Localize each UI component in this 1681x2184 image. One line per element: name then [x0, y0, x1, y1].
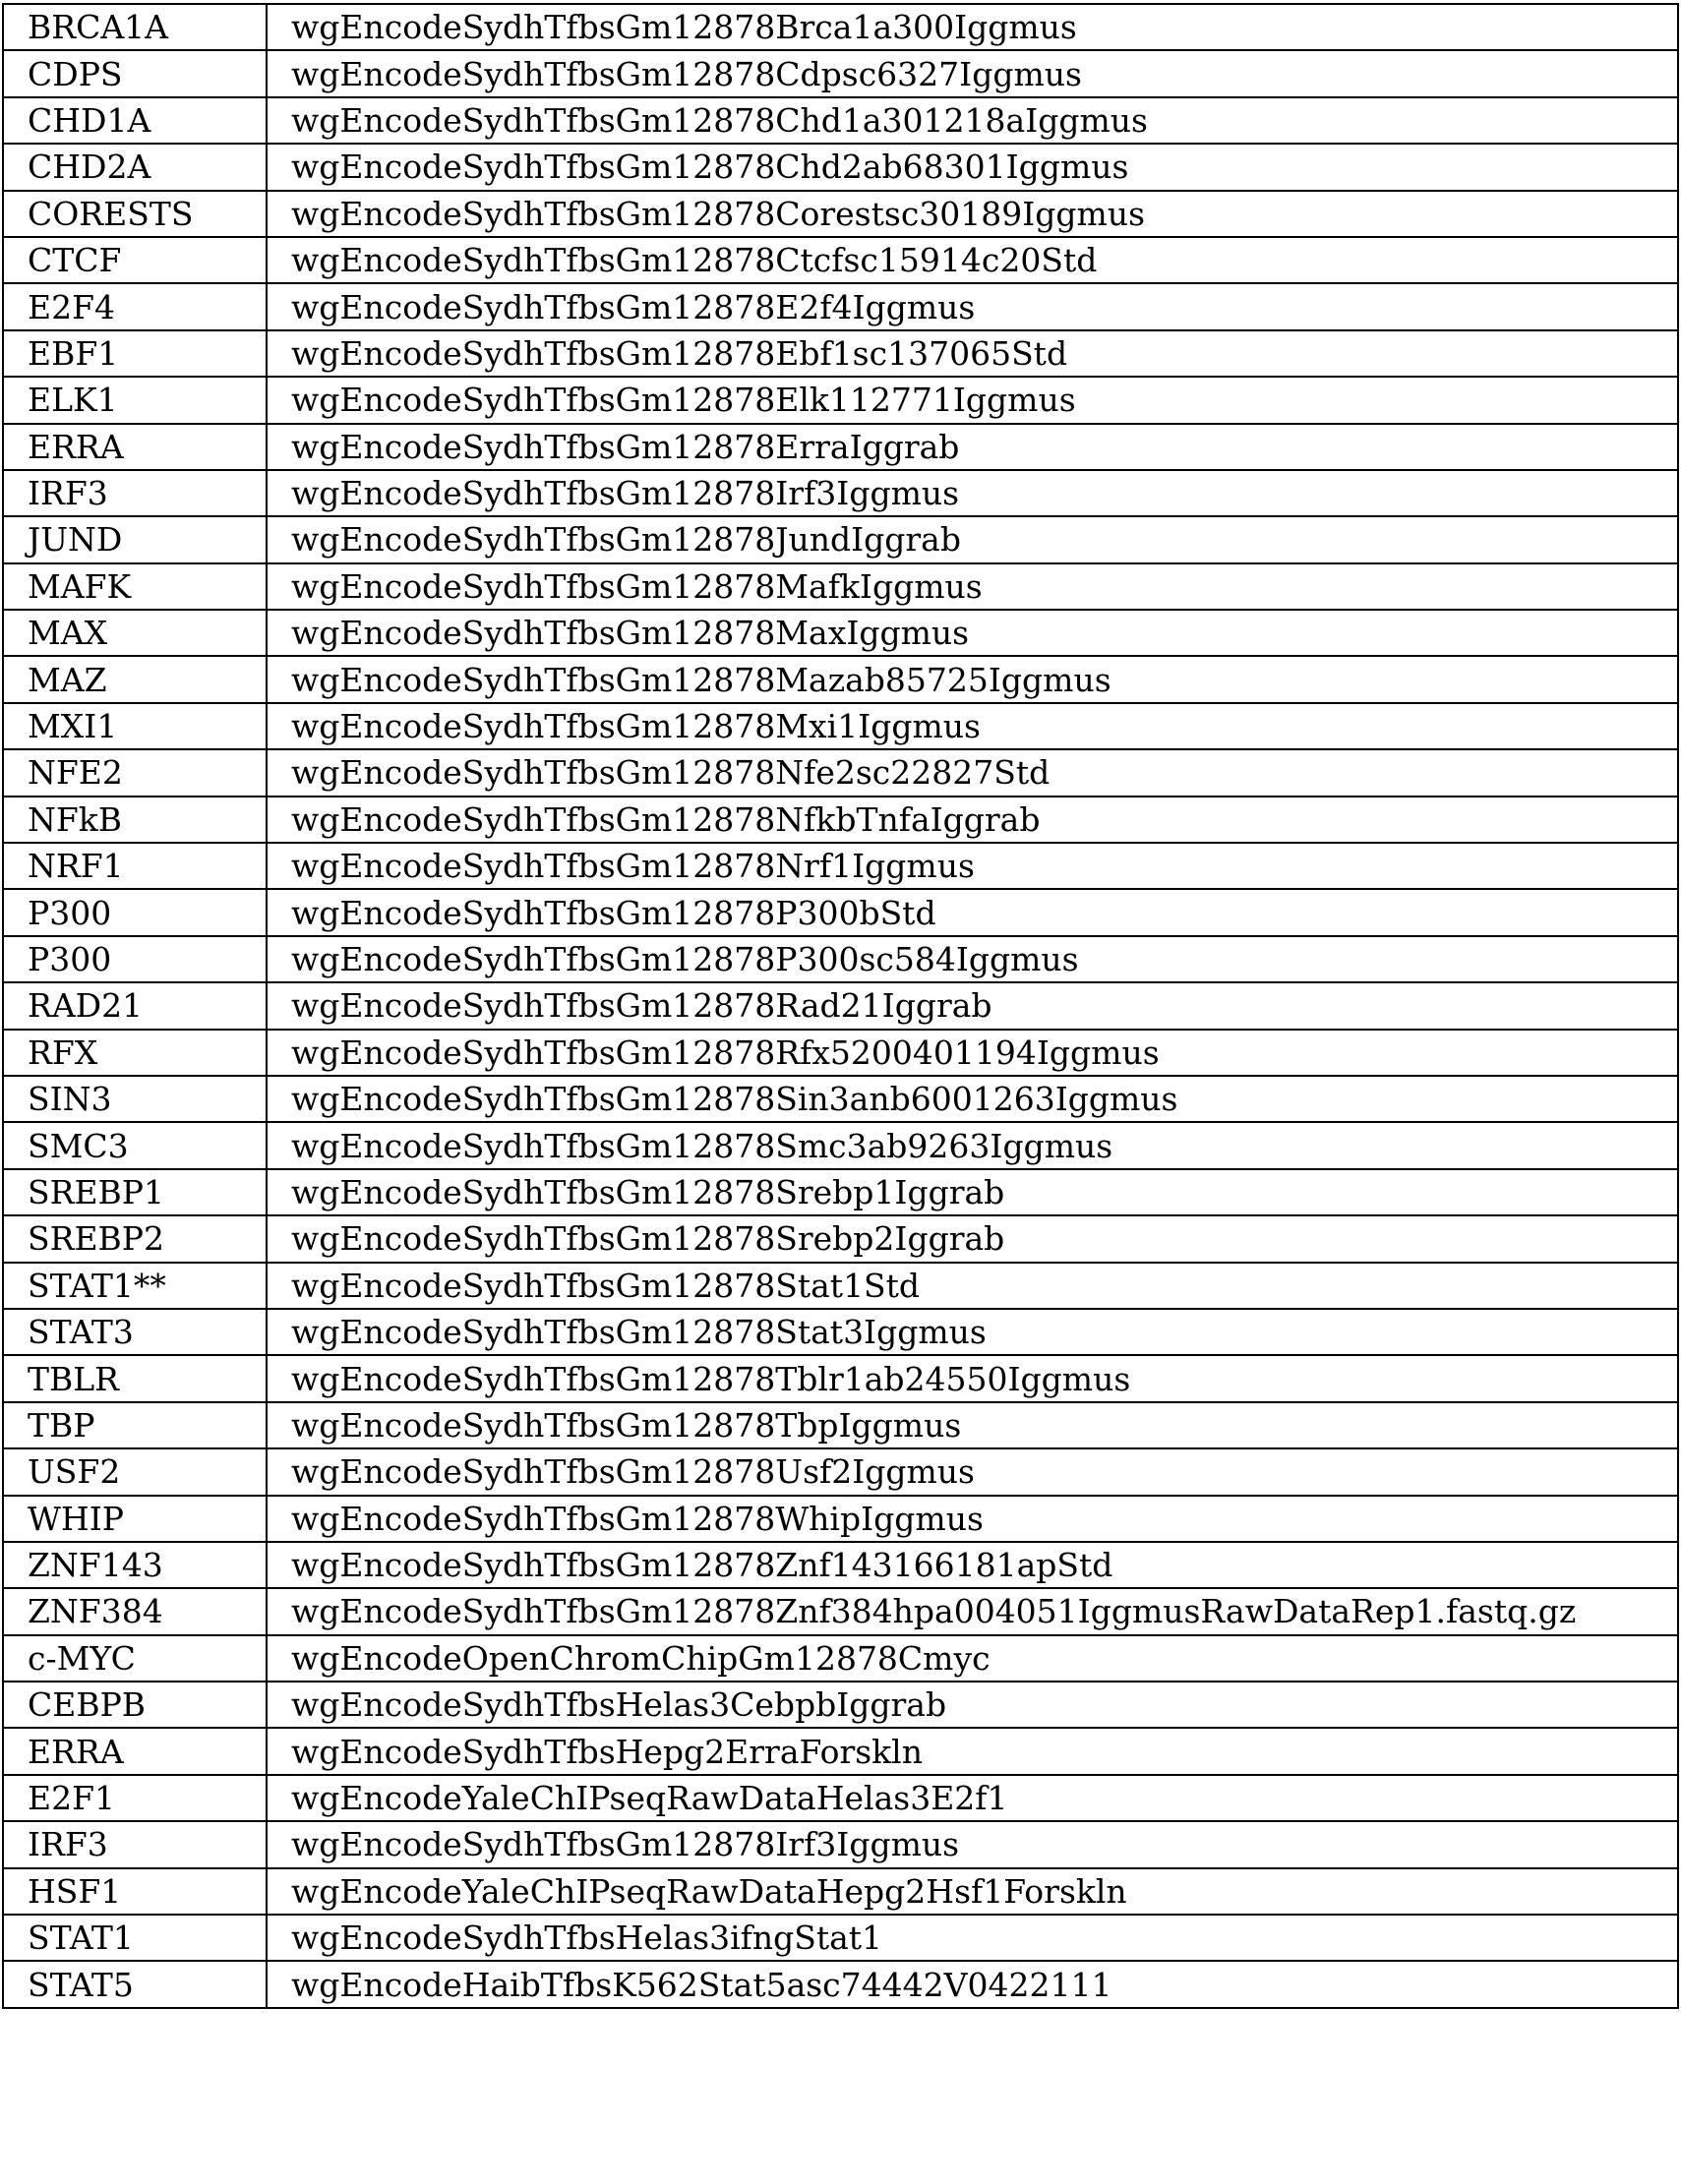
factor-cell: E2F1 — [3, 1775, 267, 1821]
dataset-cell: wgEncodeSydhTfbsGm12878Irf3Iggmus — [267, 470, 1678, 516]
table-row — [3, 703, 1678, 749]
dataset-cell: wgEncodeSydhTfbsGm12878Tblr1ab24550Iggmus — [267, 1355, 1678, 1401]
factor-cell: CDPS — [3, 50, 267, 96]
dataset-cell: wgEncodeSydhTfbsGm12878TbpIggmus — [267, 1402, 1678, 1448]
factor-cell: CORESTS — [3, 191, 267, 237]
dataset-cell: wgEncodeSydhTfbsGm12878Znf143166181apStd — [267, 1542, 1678, 1588]
table-row — [3, 191, 1678, 237]
factor-cell: ZNF384 — [3, 1588, 267, 1634]
dataset-cell: wgEncodeSydhTfbsGm12878P300sc584Iggmus — [267, 936, 1678, 982]
factor-cell: STAT3 — [3, 1309, 267, 1355]
table-row — [3, 50, 1678, 96]
table-row — [3, 749, 1678, 796]
table-row — [3, 283, 1678, 329]
dataset-cell: wgEncodeHaibTfbsK562Stat5asc74442V0422111 — [267, 1961, 1678, 2007]
dataset-cell: wgEncodeSydhTfbsGm12878Rfx5200401194Iggmus — [267, 1030, 1678, 1076]
table-row — [3, 1169, 1678, 1215]
table-body — [3, 4, 1678, 2008]
dataset-cell: wgEncodeSydhTfbsGm12878Rad21Iggrab — [267, 982, 1678, 1029]
factor-cell: NFkB — [3, 797, 267, 843]
dataset-cell: wgEncodeSydhTfbsGm12878Sin3anb6001263Iggmus — [267, 1076, 1678, 1122]
factor-cell: P300 — [3, 889, 267, 935]
factor-cell: P300 — [3, 936, 267, 982]
table-row — [3, 1496, 1678, 1542]
factor-cell: STAT1** — [3, 1263, 267, 1309]
dataset-cell: wgEncodeSydhTfbsGm12878Brca1a300Iggmus — [267, 4, 1678, 50]
factor-cell: IRF3 — [3, 470, 267, 516]
dataset-cell: wgEncodeSydhTfbsGm12878Cdpsc6327Iggmus — [267, 50, 1678, 96]
dataset-cell: wgEncodeSydhTfbsGm12878Mxi1Iggmus — [267, 703, 1678, 749]
factor-cell: WHIP — [3, 1496, 267, 1542]
dataset-cell: wgEncodeSydhTfbsHelas3ifngStat1 — [267, 1915, 1678, 1961]
dataset-cell: wgEncodeSydhTfbsGm12878Usf2Iggmus — [267, 1448, 1678, 1495]
table-row — [3, 424, 1678, 470]
factor-cell: HSF1 — [3, 1868, 267, 1915]
table-row — [3, 1961, 1678, 2007]
table-row — [3, 97, 1678, 144]
table-row — [3, 982, 1678, 1029]
table-row — [3, 563, 1678, 610]
dataset-cell: wgEncodeSydhTfbsGm12878Mazab85725Iggmus — [267, 656, 1678, 702]
factor-cell: SMC3 — [3, 1122, 267, 1168]
dataset-cell: wgEncodeSydhTfbsGm12878ErraIggrab — [267, 424, 1678, 470]
table-row — [3, 1355, 1678, 1401]
table-row — [3, 1542, 1678, 1588]
table-row — [3, 4, 1678, 50]
factor-cell: MAFK — [3, 563, 267, 610]
dataset-cell: wgEncodeSydhTfbsGm12878Nfe2sc22827Std — [267, 749, 1678, 796]
factor-cell: ERRA — [3, 424, 267, 470]
table-row — [3, 656, 1678, 702]
factor-cell: CHD1A — [3, 97, 267, 144]
table-row — [3, 936, 1678, 982]
dataset-cell: wgEncodeSydhTfbsGm12878Elk112771Iggmus — [267, 377, 1678, 423]
dataset-cell: wgEncodeSydhTfbsGm12878Ebf1sc137065Std — [267, 330, 1678, 377]
table-row — [3, 330, 1678, 377]
factor-cell: c-MYC — [3, 1635, 267, 1682]
table-row — [3, 610, 1678, 656]
table-row — [3, 1821, 1678, 1867]
dataset-cell: wgEncodeYaleChIPseqRawDataHepg2Hsf1Forskln — [267, 1868, 1678, 1915]
factor-cell: BRCA1A — [3, 4, 267, 50]
factor-cell: CEBPB — [3, 1682, 267, 1728]
factor-dataset-table — [2, 3, 1679, 2009]
dataset-cell: wgEncodeSydhTfbsGm12878MaxIggmus — [267, 610, 1678, 656]
factor-cell: ZNF143 — [3, 1542, 267, 1588]
dataset-cell: wgEncodeSydhTfbsGm12878MafkIggmus — [267, 563, 1678, 610]
table-row — [3, 1076, 1678, 1122]
table-row — [3, 1215, 1678, 1262]
dataset-cell: wgEncodeSydhTfbsGm12878Srebp2Iggrab — [267, 1215, 1678, 1262]
table-row — [3, 237, 1678, 283]
table-row — [3, 516, 1678, 562]
table-row — [3, 1635, 1678, 1682]
dataset-cell: wgEncodeYaleChIPseqRawDataHelas3E2f1 — [267, 1775, 1678, 1821]
table-row — [3, 1309, 1678, 1355]
table-row — [3, 1682, 1678, 1728]
factor-cell: RFX — [3, 1030, 267, 1076]
dataset-cell: wgEncodeSydhTfbsHepg2ErraForskln — [267, 1728, 1678, 1774]
table-row — [3, 889, 1678, 935]
factor-cell: ERRA — [3, 1728, 267, 1774]
factor-cell: USF2 — [3, 1448, 267, 1495]
dataset-cell: wgEncodeSydhTfbsGm12878Stat3Iggmus — [267, 1309, 1678, 1355]
factor-cell: CTCF — [3, 237, 267, 283]
dataset-cell: wgEncodeSydhTfbsGm12878Smc3ab9263Iggmus — [267, 1122, 1678, 1168]
dataset-cell: wgEncodeOpenChromChipGm12878Cmyc — [267, 1635, 1678, 1682]
dataset-cell: wgEncodeSydhTfbsGm12878P300bStd — [267, 889, 1678, 935]
table-row — [3, 843, 1678, 889]
table-row — [3, 1915, 1678, 1961]
table-row — [3, 144, 1678, 190]
factor-cell: TBP — [3, 1402, 267, 1448]
factor-cell: STAT1 — [3, 1915, 267, 1961]
factor-cell: CHD2A — [3, 144, 267, 190]
factor-cell: IRF3 — [3, 1821, 267, 1867]
table-row — [3, 1263, 1678, 1309]
dataset-cell: wgEncodeSydhTfbsGm12878Nrf1Iggmus — [267, 843, 1678, 889]
factor-cell: SREBP1 — [3, 1169, 267, 1215]
factor-cell: E2F4 — [3, 283, 267, 329]
factor-cell: ELK1 — [3, 377, 267, 423]
factor-cell: JUND — [3, 516, 267, 562]
dataset-cell: wgEncodeSydhTfbsHelas3CebpbIggrab — [267, 1682, 1678, 1728]
table-row — [3, 1448, 1678, 1495]
dataset-cell: wgEncodeSydhTfbsGm12878NfkbTnfaIggrab — [267, 797, 1678, 843]
dataset-cell: wgEncodeSydhTfbsGm12878Srebp1Iggrab — [267, 1169, 1678, 1215]
factor-cell: TBLR — [3, 1355, 267, 1401]
table-row — [3, 470, 1678, 516]
factor-cell: SIN3 — [3, 1076, 267, 1122]
dataset-cell: wgEncodeSydhTfbsGm12878WhipIggmus — [267, 1496, 1678, 1542]
dataset-cell: wgEncodeSydhTfbsGm12878Corestsc30189Iggmus — [267, 191, 1678, 237]
dataset-cell: wgEncodeSydhTfbsGm12878E2f4Iggmus — [267, 283, 1678, 329]
dataset-cell: wgEncodeSydhTfbsGm12878Ctcfsc15914c20Std — [267, 237, 1678, 283]
table-row — [3, 1868, 1678, 1915]
factor-cell: SREBP2 — [3, 1215, 267, 1262]
table-row — [3, 1030, 1678, 1076]
table-row — [3, 1588, 1678, 1634]
dataset-cell: wgEncodeSydhTfbsGm12878Stat1Std — [267, 1263, 1678, 1309]
table-row — [3, 1775, 1678, 1821]
dataset-cell: wgEncodeSydhTfbsGm12878Znf384hpa004051IggmusRawDataRep1.fastq.gz — [267, 1588, 1678, 1634]
table-row — [3, 1728, 1678, 1774]
dataset-cell: wgEncodeSydhTfbsGm12878Irf3Iggmus — [267, 1821, 1678, 1867]
factor-cell: NFE2 — [3, 749, 267, 796]
factor-cell: MAZ — [3, 656, 267, 702]
factor-cell: NRF1 — [3, 843, 267, 889]
factor-cell: EBF1 — [3, 330, 267, 377]
factor-cell: MXI1 — [3, 703, 267, 749]
factor-cell: STAT5 — [3, 1961, 267, 2007]
dataset-cell: wgEncodeSydhTfbsGm12878JundIggrab — [267, 516, 1678, 562]
table-row — [3, 797, 1678, 843]
factor-cell: RAD21 — [3, 982, 267, 1029]
table-row — [3, 377, 1678, 423]
table-row — [3, 1122, 1678, 1168]
dataset-cell: wgEncodeSydhTfbsGm12878Chd2ab68301Iggmus — [267, 144, 1678, 190]
table-row — [3, 1402, 1678, 1448]
factor-cell: MAX — [3, 610, 267, 656]
dataset-cell: wgEncodeSydhTfbsGm12878Chd1a301218aIggmus — [267, 97, 1678, 144]
